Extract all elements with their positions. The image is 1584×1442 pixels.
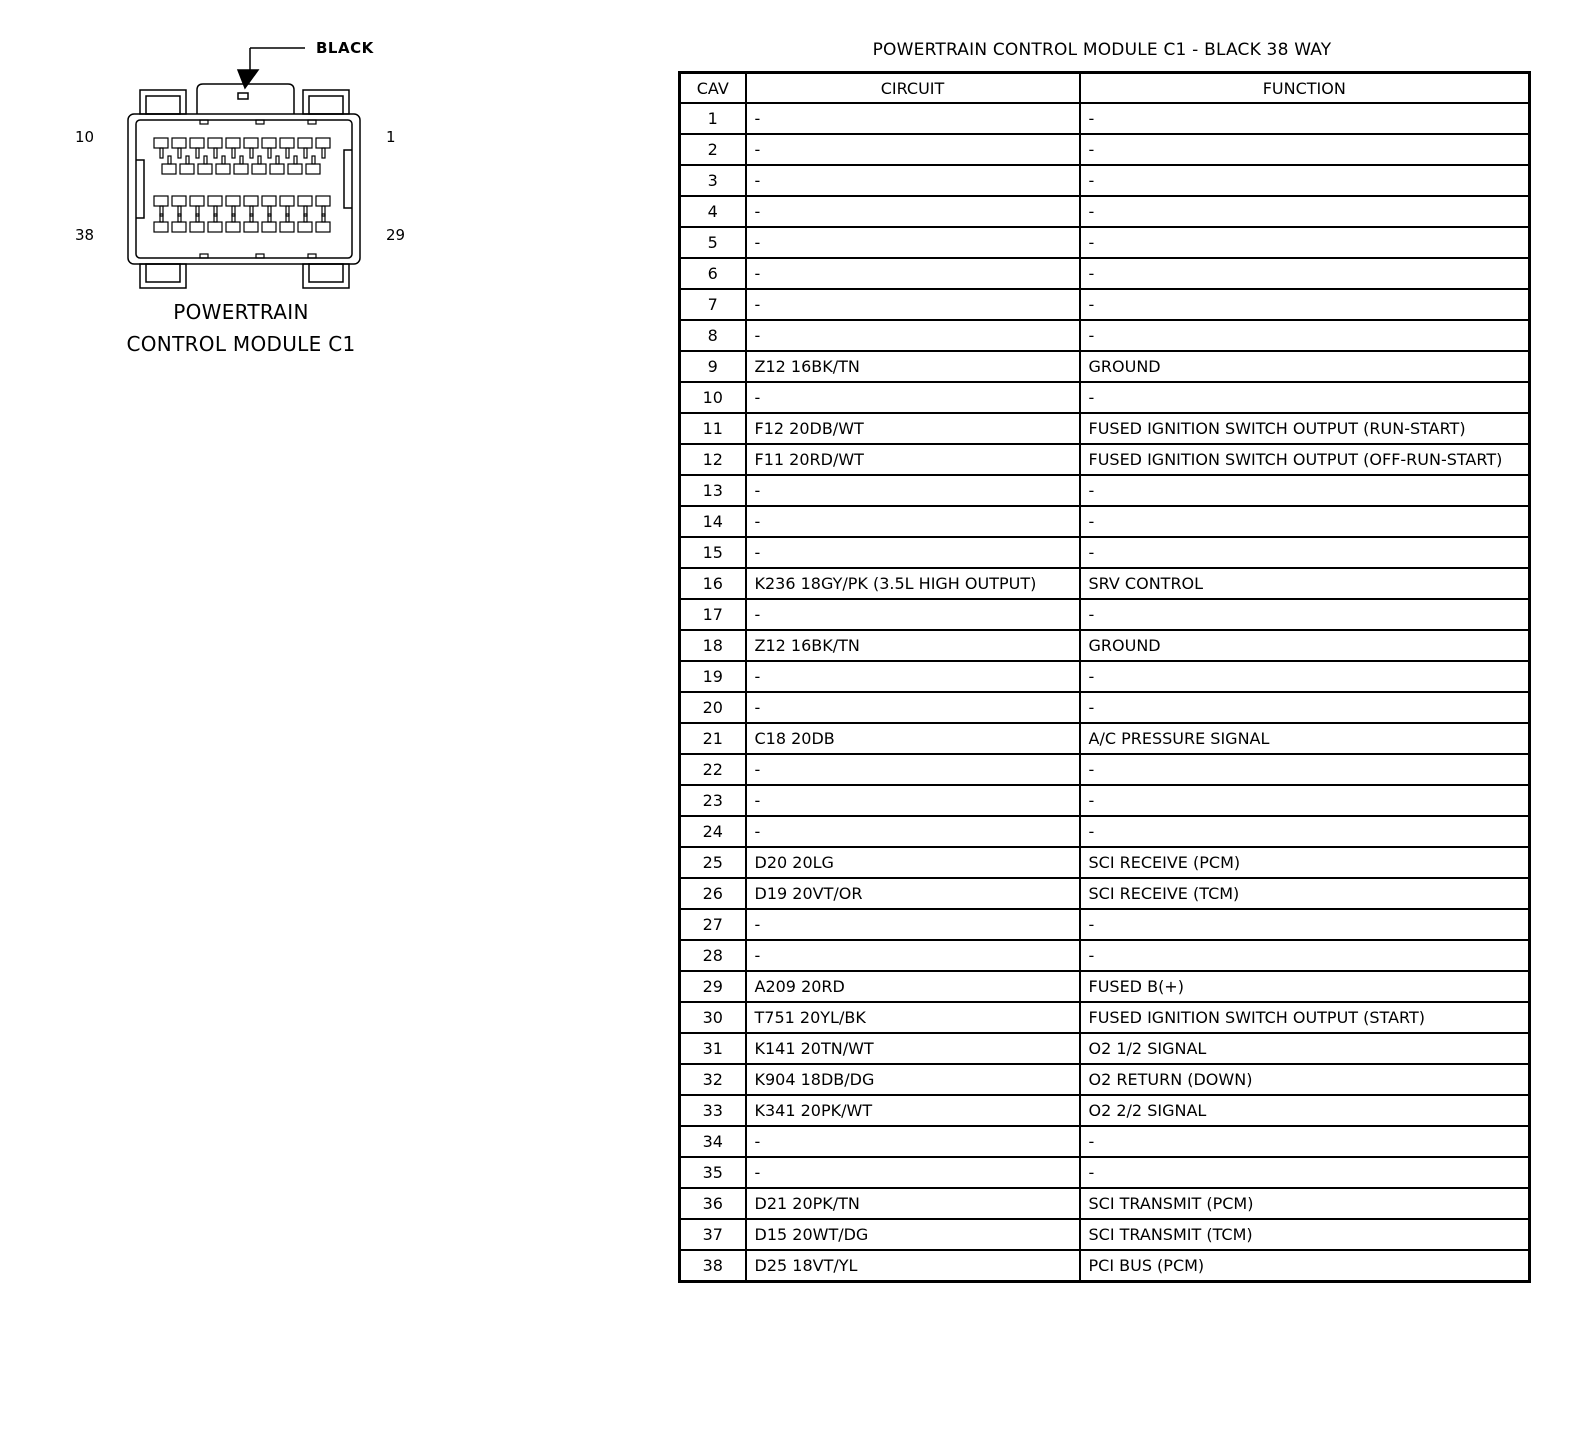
table-row [680, 630, 1530, 661]
table-row [680, 568, 1530, 599]
table-row [680, 165, 1530, 196]
function-cell: FUSED IGNITION SWITCH OUTPUT (START) [1080, 1002, 1530, 1033]
cav-cell: 8 [680, 320, 746, 351]
table-row [680, 382, 1530, 413]
function-cell: - [1080, 227, 1530, 258]
circuit-cell: D25 18VT/YL [746, 1250, 1080, 1282]
table-row [680, 1064, 1530, 1095]
cav-cell: 19 [680, 661, 746, 692]
circuit-cell: - [746, 599, 1080, 630]
cav-cell: 6 [680, 258, 746, 289]
circuit-cell: K904 18DB/DG [746, 1064, 1080, 1095]
function-cell: - [1080, 1126, 1530, 1157]
table-row [680, 1250, 1530, 1282]
table-row [680, 475, 1530, 506]
table-title: POWERTRAIN CONTROL MODULE C1 - BLACK 38 WAY [872, 40, 1332, 60]
circuit-cell: - [746, 940, 1080, 971]
circuit-cell: - [746, 382, 1080, 413]
pinout-table-body [680, 103, 1530, 1282]
function-cell: SCI TRANSMIT (TCM) [1080, 1219, 1530, 1250]
connector-caption [116, 296, 366, 360]
header-cav: CAV [680, 73, 746, 104]
table-row [680, 878, 1530, 909]
circuit-cell: - [746, 258, 1080, 289]
cav-cell: 4 [680, 196, 746, 227]
function-cell: - [1080, 289, 1530, 320]
cav-cell: 34 [680, 1126, 746, 1157]
table-row [680, 413, 1530, 444]
cav-cell: 37 [680, 1219, 746, 1250]
cav-cell: 27 [680, 909, 746, 940]
table-row [680, 196, 1530, 227]
function-cell: SCI RECEIVE (PCM) [1080, 847, 1530, 878]
function-cell: GROUND [1080, 351, 1530, 382]
function-cell: - [1080, 785, 1530, 816]
circuit-cell: A209 20RD [746, 971, 1080, 1002]
circuit-cell: - [746, 1126, 1080, 1157]
table-row [680, 599, 1530, 630]
cav-cell: 25 [680, 847, 746, 878]
function-cell: GROUND [1080, 630, 1530, 661]
cav-cell: 18 [680, 630, 746, 661]
pinout-table [678, 71, 1531, 1283]
circuit-cell: D21 20PK/TN [746, 1188, 1080, 1219]
circuit-cell: - [746, 506, 1080, 537]
circuit-cell: - [746, 475, 1080, 506]
table-row [680, 1002, 1530, 1033]
table-row [680, 661, 1530, 692]
function-cell: - [1080, 661, 1530, 692]
circuit-cell: - [746, 754, 1080, 785]
cav-cell: 16 [680, 568, 746, 599]
table-row [680, 289, 1530, 320]
cav-cell: 13 [680, 475, 746, 506]
function-cell: FUSED IGNITION SWITCH OUTPUT (RUN-START) [1080, 413, 1530, 444]
table-row [680, 785, 1530, 816]
function-cell: - [1080, 382, 1530, 413]
cav-cell: 26 [680, 878, 746, 909]
circuit-cell: - [746, 196, 1080, 227]
cav-cell: 9 [680, 351, 746, 382]
circuit-cell: K341 20PK/WT [746, 1095, 1080, 1126]
cav-cell: 11 [680, 413, 746, 444]
cav-cell: 14 [680, 506, 746, 537]
circuit-cell: Z12 16BK/TN [746, 630, 1080, 661]
function-cell: FUSED B(+) [1080, 971, 1530, 1002]
table-row [680, 847, 1530, 878]
table-row [680, 537, 1530, 568]
function-cell: O2 2/2 SIGNAL [1080, 1095, 1530, 1126]
function-cell: - [1080, 1157, 1530, 1188]
table-row [680, 258, 1530, 289]
function-cell: - [1080, 320, 1530, 351]
circuit-cell: K141 20TN/WT [746, 1033, 1080, 1064]
cav-cell: 28 [680, 940, 746, 971]
function-cell: O2 RETURN (DOWN) [1080, 1064, 1530, 1095]
cav-cell: 30 [680, 1002, 746, 1033]
connector-caption-line1: POWERTRAIN [173, 300, 309, 324]
function-cell: A/C PRESSURE SIGNAL [1080, 723, 1530, 754]
cav-cell: 21 [680, 723, 746, 754]
function-cell: O2 1/2 SIGNAL [1080, 1033, 1530, 1064]
circuit-cell: C18 20DB [746, 723, 1080, 754]
cav-cell: 29 [680, 971, 746, 1002]
circuit-cell: - [746, 1157, 1080, 1188]
table-row [680, 103, 1530, 134]
table-row [680, 351, 1530, 382]
table-header-row [680, 73, 1530, 104]
cav-cell: 33 [680, 1095, 746, 1126]
circuit-cell: - [746, 692, 1080, 723]
function-cell: - [1080, 537, 1530, 568]
function-cell: - [1080, 816, 1530, 847]
header-function: FUNCTION [1080, 73, 1530, 104]
cav-cell: 2 [680, 134, 746, 165]
circuit-cell: - [746, 537, 1080, 568]
circuit-cell: - [746, 103, 1080, 134]
table-row [680, 692, 1530, 723]
function-cell: PCI BUS (PCM) [1080, 1250, 1530, 1282]
function-cell: - [1080, 599, 1530, 630]
cav-cell: 7 [680, 289, 746, 320]
cav-cell: 36 [680, 1188, 746, 1219]
function-cell: SCI TRANSMIT (PCM) [1080, 1188, 1530, 1219]
cav-cell: 17 [680, 599, 746, 630]
function-cell: - [1080, 909, 1530, 940]
table-row [680, 320, 1530, 351]
cav-cell: 15 [680, 537, 746, 568]
circuit-cell: - [746, 661, 1080, 692]
cav-cell: 10 [680, 382, 746, 413]
table-row [680, 227, 1530, 258]
table-row [680, 1157, 1530, 1188]
function-cell: - [1080, 692, 1530, 723]
circuit-cell: F12 20DB/WT [746, 413, 1080, 444]
circuit-cell: - [746, 165, 1080, 196]
cav-cell: 31 [680, 1033, 746, 1064]
circuit-cell: - [746, 816, 1080, 847]
function-cell: - [1080, 506, 1530, 537]
table-row [680, 816, 1530, 847]
function-cell: - [1080, 940, 1530, 971]
circuit-cell: D20 20LG [746, 847, 1080, 878]
table-row [680, 1033, 1530, 1064]
table-row [680, 134, 1530, 165]
function-cell: - [1080, 475, 1530, 506]
connector-caption-line2: CONTROL MODULE C1 [126, 332, 356, 356]
circuit-cell: T751 20YL/BK [746, 1002, 1080, 1033]
circuit-cell: F11 20RD/WT [746, 444, 1080, 475]
circuit-cell: K236 18GY/PK (3.5L HIGH OUTPUT) [746, 568, 1080, 599]
table-row [680, 1219, 1530, 1250]
table-row [680, 971, 1530, 1002]
table-row [680, 506, 1530, 537]
function-cell: FUSED IGNITION SWITCH OUTPUT (OFF-RUN-START) [1080, 444, 1530, 475]
function-cell: - [1080, 103, 1530, 134]
cav-cell: 35 [680, 1157, 746, 1188]
function-cell: - [1080, 165, 1530, 196]
table-row [680, 1095, 1530, 1126]
connector-color-label: BLACK [316, 39, 374, 57]
pin-label-bottom-right: 29 [386, 226, 406, 244]
pin-label-top-right: 1 [386, 128, 396, 146]
cav-cell: 24 [680, 816, 746, 847]
circuit-cell: - [746, 134, 1080, 165]
table-row [680, 444, 1530, 475]
table-row [680, 754, 1530, 785]
pin-label-bottom-left: 38 [75, 226, 95, 244]
cav-cell: 12 [680, 444, 746, 475]
function-cell: - [1080, 258, 1530, 289]
cav-cell: 1 [680, 103, 746, 134]
circuit-cell: Z12 16BK/TN [746, 351, 1080, 382]
function-cell: SRV CONTROL [1080, 568, 1530, 599]
circuit-cell: - [746, 289, 1080, 320]
circuit-cell: D15 20WT/DG [746, 1219, 1080, 1250]
cav-cell: 32 [680, 1064, 746, 1095]
table-row [680, 1126, 1530, 1157]
table-row [680, 909, 1530, 940]
table-row [680, 940, 1530, 971]
cav-cell: 38 [680, 1250, 746, 1282]
cav-cell: 20 [680, 692, 746, 723]
function-cell: - [1080, 196, 1530, 227]
cav-cell: 3 [680, 165, 746, 196]
cav-cell: 23 [680, 785, 746, 816]
circuit-cell: - [746, 320, 1080, 351]
circuit-cell: D19 20VT/OR [746, 878, 1080, 909]
function-cell: - [1080, 134, 1530, 165]
function-cell: SCI RECEIVE (TCM) [1080, 878, 1530, 909]
cav-cell: 22 [680, 754, 746, 785]
header-circuit: CIRCUIT [746, 73, 1080, 104]
circuit-cell: - [746, 909, 1080, 940]
pin-label-top-left: 10 [75, 128, 95, 146]
circuit-cell: - [746, 785, 1080, 816]
table-row [680, 723, 1530, 754]
table-row [680, 1188, 1530, 1219]
cav-cell: 5 [680, 227, 746, 258]
function-cell: - [1080, 754, 1530, 785]
circuit-cell: - [746, 227, 1080, 258]
